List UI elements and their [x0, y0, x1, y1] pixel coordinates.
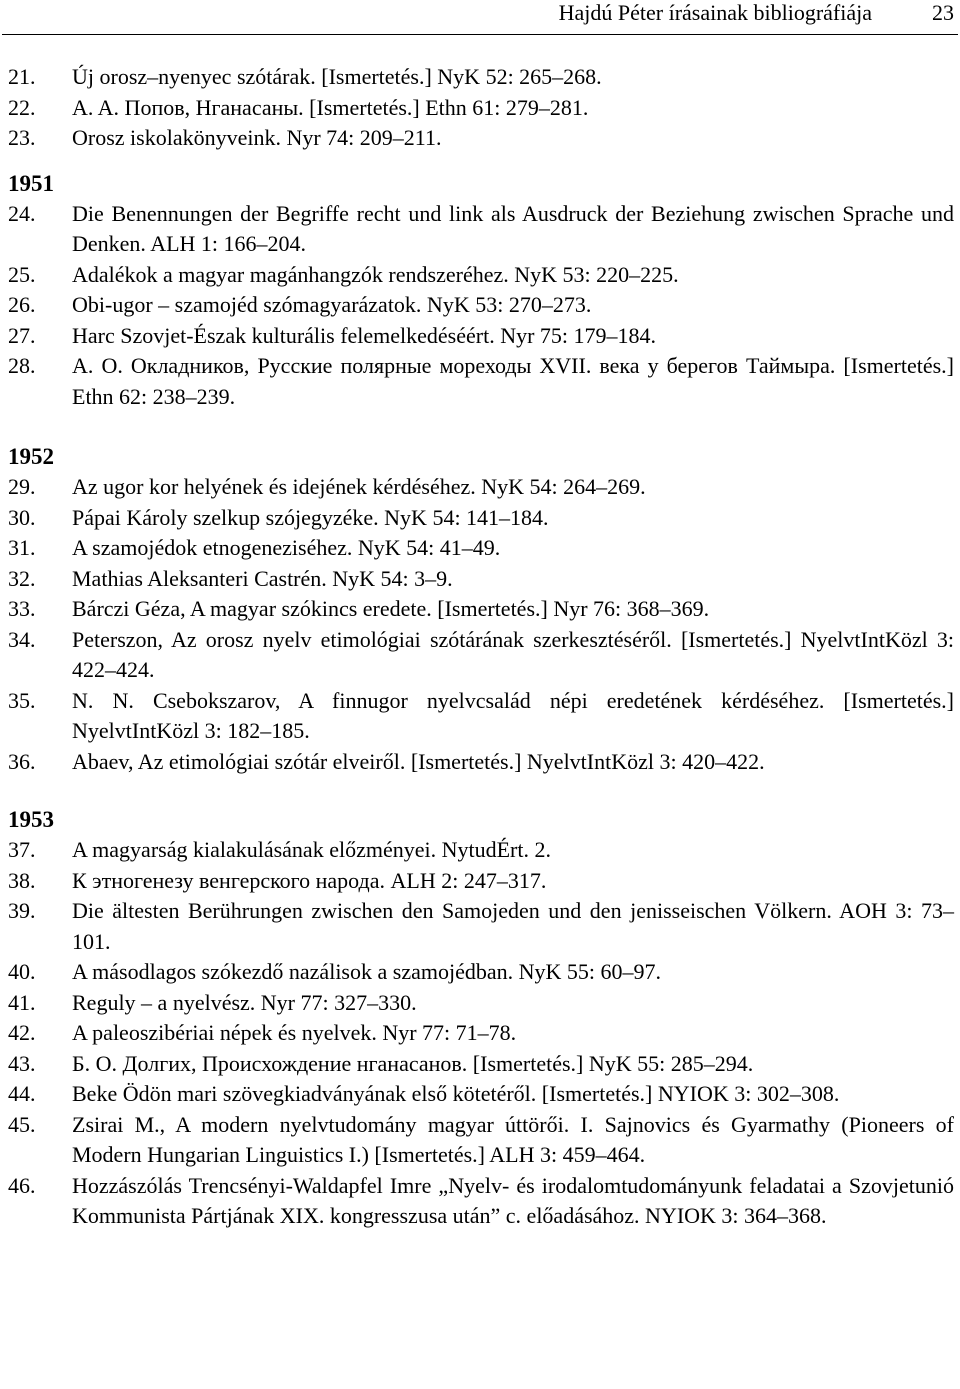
entry-number: 21.: [8, 64, 36, 89]
entry-number: 35.: [8, 687, 36, 713]
bibliography-entry: [8, 472, 954, 503]
entry-text: Die Benennungen der Begriffe recht und link als Ausdruck der Beziehung zwischen Sprache und Denken. ALH 1: 166–204.: [72, 200, 954, 256]
page-number: 23: [932, 0, 954, 25]
entry-number: 22.: [8, 94, 36, 120]
entry-number: 37.: [8, 837, 36, 862]
page-header: [0, 0, 960, 38]
bibliography-entry: [8, 1018, 954, 1049]
bibliography-content: [8, 62, 954, 1232]
entry-text: A. O. Окладников, Русские полярные мореходы XVII. века у берегов Таймыра. [Ismertetés.] Ethn 62: 238–239.: [72, 353, 954, 409]
entry-text: Peterszon, Az orosz nyelv etimológiai szótárának szerkesztéséről. [Ismertetés.] NyelvtIntKözl 3: 422–424.: [72, 626, 954, 682]
entry-text: Die ältesten Berührungen zwischen den Samojeden und den jenisseischen Völkern. AOH 3: 73–101.: [72, 898, 954, 954]
bibliography-entry: [8, 866, 954, 897]
entry-number: 40.: [8, 959, 36, 984]
entry-number: 24.: [8, 200, 36, 226]
entry-number: 36.: [8, 748, 36, 774]
entry-text: A paleoszibériai népek és nyelvek. Nyr 77: 71–78.: [72, 1020, 517, 1045]
bibliography-entry: [8, 93, 954, 124]
entry-text: Obi-ugor – szamojéd szómagyarázatok. NyK 53: 270–273.: [72, 292, 592, 317]
entry-text: Zsirai M., A modern nyelvtudomány magyar úttörői. I. Sajnovics és Gyarmathy (Pioneers of Modern Hungarian Linguistics I.) [Ismertetés.] ALH 3: 459–464.: [72, 1111, 954, 1167]
entry-text: Б. O. Долгих, Происхождение нганасанов. [Ismertetés.] NyK 55: 285–294.: [72, 1050, 754, 1076]
bibliography-entry: [8, 199, 954, 260]
bibliography-section: [8, 62, 954, 154]
entry-number: 43.: [8, 1050, 36, 1076]
bibliography-entry: [8, 957, 954, 988]
entry-number: 34.: [8, 626, 36, 652]
entry-number: 25.: [8, 261, 36, 287]
entry-text: Beke Ödön mari szövegkiadványának első kötetéről. [Ismertetés.] NYIOK 3: 302–308.: [72, 1081, 840, 1106]
entry-text: A magyarság kialakulásának előzményei. NytudÉrt. 2.: [72, 837, 551, 862]
entry-number: 45.: [8, 1111, 36, 1137]
bibliography-section: [8, 169, 954, 413]
bibliography-entry: [8, 686, 954, 747]
entry-text: Abaev, Az etimológiai szótár elveiről. [Ismertetés.] NyelvtIntKözl 3: 420–422.: [72, 748, 765, 774]
entry-text: A. A. Попов, Нганасаны. [Ismertetés.] Ethn 61: 279–281.: [72, 94, 589, 120]
entry-number: 30.: [8, 504, 36, 530]
entry-text: Az ugor kor helyének és idejének kérdéséhez. NyK 54: 264–269.: [72, 474, 646, 499]
entry-text: Mathias Aleksanteri Castrén. NyK 54: 3–9.: [72, 565, 453, 591]
entry-number: 23.: [8, 125, 36, 150]
bibliography-entry: [8, 62, 954, 93]
entry-text: Harc Szovjet-Észak kulturális felemelkedéséért. Nyr 75: 179–184.: [72, 322, 657, 348]
entry-number: 27.: [8, 322, 36, 348]
bibliography-entry: [8, 1049, 954, 1080]
entry-number: 42.: [8, 1020, 36, 1045]
entry-text: Bárczi Géza, A magyar szókincs eredete. [Ismertetés.] Nyr 76: 368–369.: [72, 596, 710, 621]
bibliography-entry: [8, 594, 954, 625]
entry-number: 44.: [8, 1081, 36, 1106]
entry-text: Pápai Károly szelkup szójegyzéke. NyK 54: 141–184.: [72, 504, 549, 530]
entry-number: 41.: [8, 989, 36, 1015]
bibliography-entry: [8, 533, 954, 564]
header-rule: [2, 34, 958, 35]
entry-text: N. N. Csebokszarov, A finnugor nyelvcsalád népi eredetének kérdéséhez. [Ismertetés.] NyelvtIntKözl 3: 182–185.: [72, 687, 954, 743]
bibliography-entry: [8, 290, 954, 321]
bibliography-entry: [8, 747, 954, 778]
entry-text: Adalékok a magyar magánhangzók rendszeréhez. NyK 53: 220–225.: [72, 261, 679, 287]
entry-number: 28.: [8, 353, 36, 378]
entry-number: 31.: [8, 535, 36, 560]
entry-number: 38.: [8, 867, 36, 893]
entry-text: К этногенезу венгерского народа. ALH 2: 247–317.: [72, 867, 547, 893]
bibliography-entry: [8, 123, 954, 154]
bibliography-entry: [8, 988, 954, 1019]
bibliography-entry: [8, 625, 954, 686]
bibliography-entry: [8, 1171, 954, 1232]
year-heading: 1953: [8, 807, 54, 832]
running-title: Hajdú Péter írásainak bibliográfiája: [558, 0, 872, 25]
year-heading: 1951: [8, 170, 54, 196]
entry-number: 29.: [8, 474, 36, 499]
bibliography-entry: [8, 351, 954, 412]
bibliography-entry: [8, 321, 954, 352]
entry-number: 39.: [8, 898, 36, 923]
entry-text: Reguly – a nyelvész. Nyr 77: 327–330.: [72, 989, 417, 1015]
bibliography-section: [8, 805, 954, 1232]
bibliography-entry: [8, 564, 954, 595]
entry-number: 32.: [8, 565, 36, 591]
entry-number: 26.: [8, 292, 36, 317]
bibliography-entry: [8, 1110, 954, 1171]
year-heading: 1952: [8, 444, 54, 469]
entry-text: A szamojédok etnogeneziséhez. NyK 54: 41–49.: [72, 535, 501, 560]
entry-text: Új orosz–nyenyec szótárak. [Ismertetés.] NyK 52: 265–268.: [72, 64, 602, 89]
bibliography-section: [8, 442, 954, 777]
bibliography-entry: [8, 503, 954, 534]
entry-text: Orosz iskolakönyveink. Nyr 74: 209–211.: [72, 125, 442, 150]
bibliography-entry: [8, 1079, 954, 1110]
entry-number: 33.: [8, 596, 36, 621]
bibliography-entry: [8, 835, 954, 866]
entry-text: A másodlagos szókezdő nazálisok a szamojédban. NyK 55: 60–97.: [72, 959, 661, 984]
entry-number: 46.: [8, 1172, 36, 1198]
bibliography-entry: [8, 896, 954, 957]
entry-text: Hozzászólás Trencsényi-Waldapfel Imre „Nyelv- és irodalomtudományunk feladatai a Szovjetunió Kommunista Pártjának XIX. kongresszusa után” c. előadásához. NYIOK 3: 364–368.: [72, 1172, 954, 1228]
bibliography-entry: [8, 260, 954, 291]
